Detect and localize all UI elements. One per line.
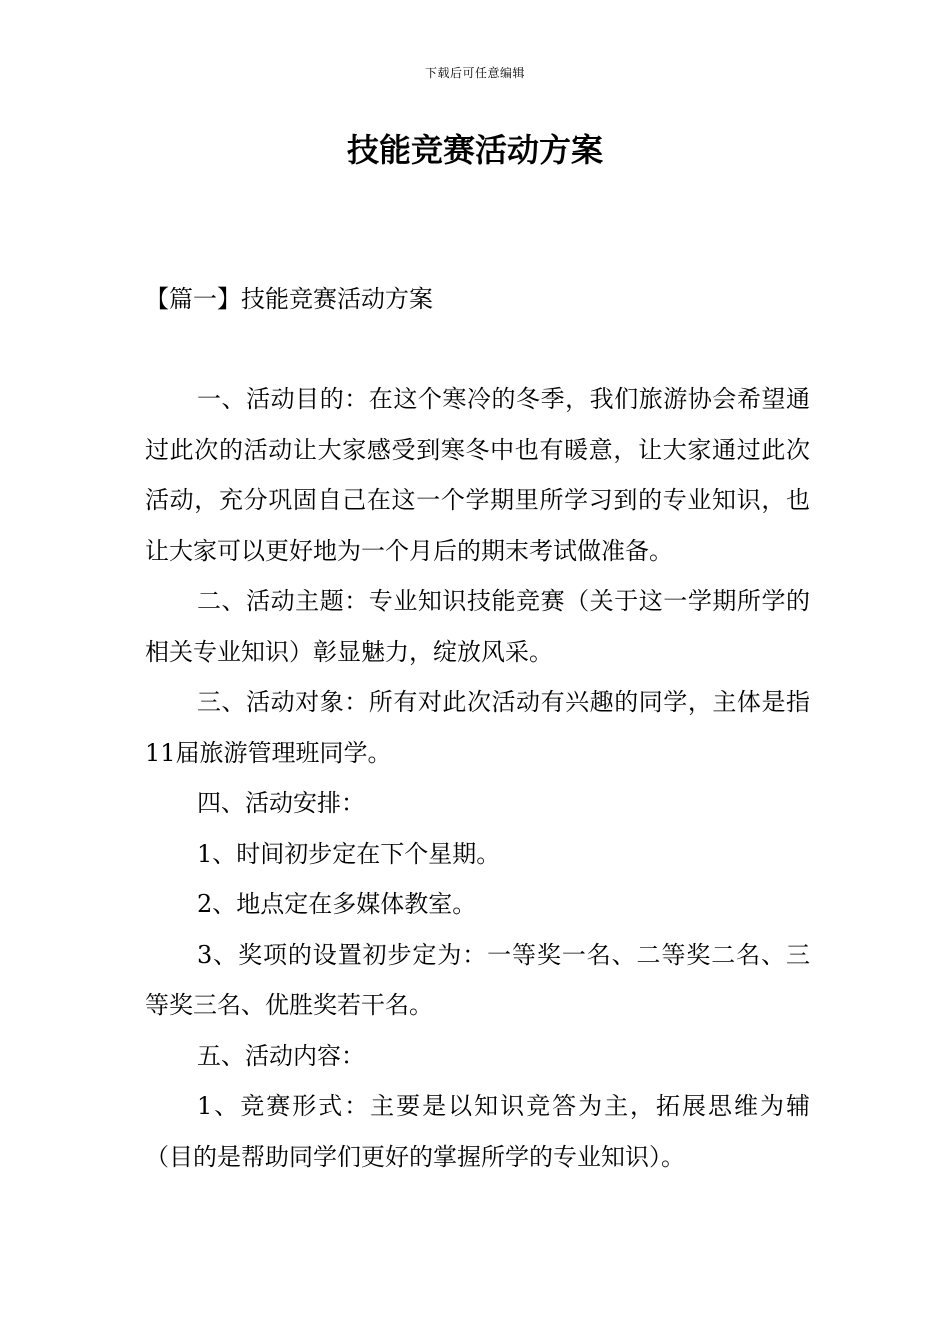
paragraph-content-heading: 五、活动内容： xyxy=(197,1041,365,1070)
paragraph-audience: 三、活动对象：所有对此次活动有兴趣的同学，主体是指11届旅游管理班同学。 xyxy=(145,688,810,767)
header-note: 下载后可任意编辑 xyxy=(424,66,525,80)
paragraph-purpose: 一、活动目的：在这个寒冷的冬季，我们旅游协会希望通过此次的活动让大家感受到寒冬中也有暖意，让大家通过此次活动，充分巩固自己在这一个学期里所学习到的专业知识，也让大家可以更好地为一个月后的期末考试做准备。 xyxy=(145,385,810,565)
document-body xyxy=(145,374,810,1182)
section-heading: 【篇一】技能竞赛活动方案 xyxy=(145,285,433,313)
paragraph-time: 1、时间初步定在下个星期。 xyxy=(197,839,501,868)
paragraph-arrangement-heading: 四、活动安排： xyxy=(197,789,365,817)
paragraph-awards: 3、奖项的设置初步定为：一等奖一名、二等奖二名、三等奖三名、优胜奖若干名。 xyxy=(145,940,810,1019)
document-title: 技能竞赛活动方案 xyxy=(346,131,603,169)
paragraph-competition-format: 1、竞赛形式：主要是以知识竞答为主，拓展思维为辅（目的是帮助同学们更好的掌握所学的专业知识）。 xyxy=(145,1092,810,1171)
paragraph-theme: 二、活动主题：专业知识技能竞赛（关于这一学期所学的相关专业知识）彰显魅力，绽放风采。 xyxy=(145,587,810,666)
paragraph-location: 2、地点定在多媒体教室。 xyxy=(197,890,477,918)
